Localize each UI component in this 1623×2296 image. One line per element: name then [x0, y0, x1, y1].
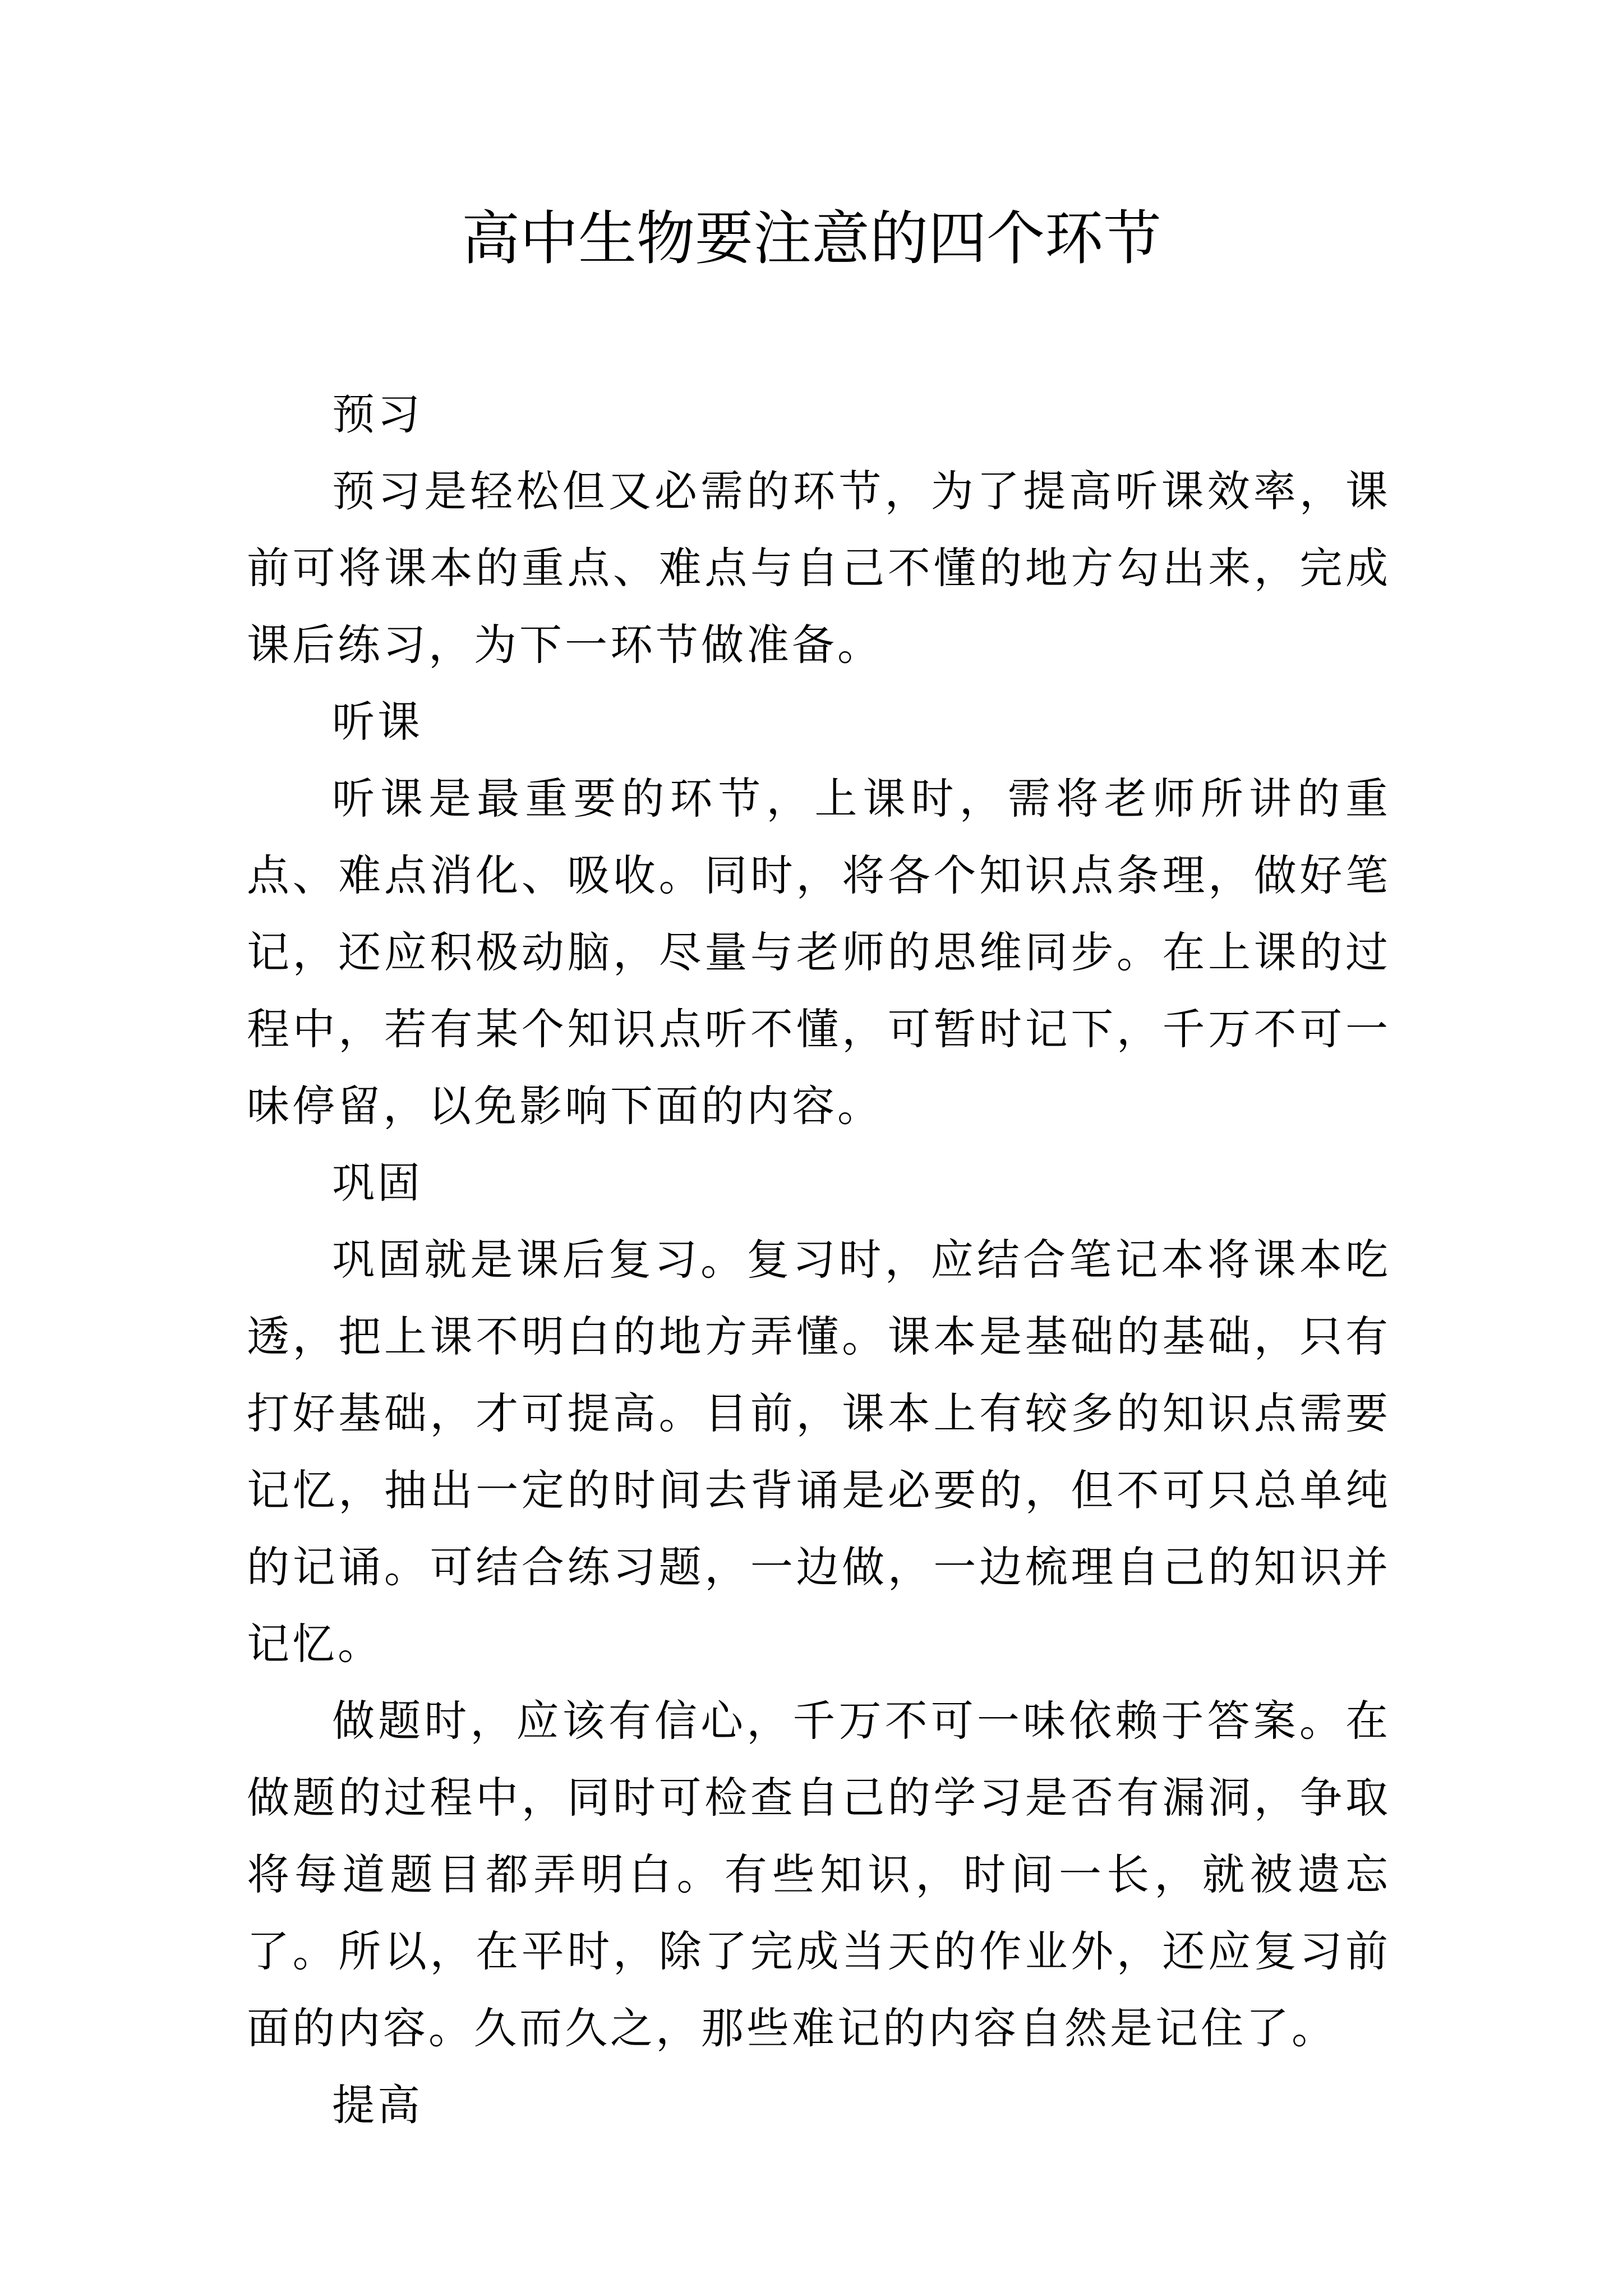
document-title: 高中生物要注意的四个环节 [461, 204, 1161, 273]
paragraph-consolidation: 巩固就是课后复习。复习时，应结合笔记本将课本吃透，把上课不明白的地方弄懂。课本是基础的基础，只有打好基础，才可提高。目前，课本上有较多的知识点需要记忆，抽出一定的时间去背诵是必要的，但不可只总单纯的记诵。可结合练习题，一边做，一边梳理自己的知识并记忆。 [247, 1235, 1391, 1669]
paragraph-listening: 听课是最重要的环节，上课时，需将老师所讲的重点、难点消化、吸收。同时，将各个知识点条理，做好笔记，还应积极动脑，尽量与老师的思维同步。在上课的过程中，若有某个知识点听不懂，可暂时记下，千万不可一味停留，以免影响下面的内容。 [247, 774, 1391, 1131]
document-body [247, 376, 1391, 2143]
section-heading-preview: 预习 [332, 389, 423, 439]
section-heading-improvement: 提高 [332, 2080, 423, 2130]
paragraph-exercises: 做题时，应该有信心，千万不可一味依赖于答案。在做题的过程中，同时可检查自己的学习是否有漏洞，争取将每道题目都弄明白。有些知识，时间一长，就被遗忘了。所以，在平时，除了完成当天的作业外，还应复习前面的内容。久而久之，那些难记的内容自然是记住了。 [247, 1696, 1391, 2053]
section-heading-consolidation: 巩固 [332, 1158, 423, 1208]
section-heading-listening: 听课 [332, 697, 423, 747]
paragraph-preview: 预习是轻松但又必需的环节，为了提高听课效率，课前可将课本的重点、难点与自己不懂的地方勾出来，完成课后练习，为下一环节做准备。 [247, 466, 1391, 670]
